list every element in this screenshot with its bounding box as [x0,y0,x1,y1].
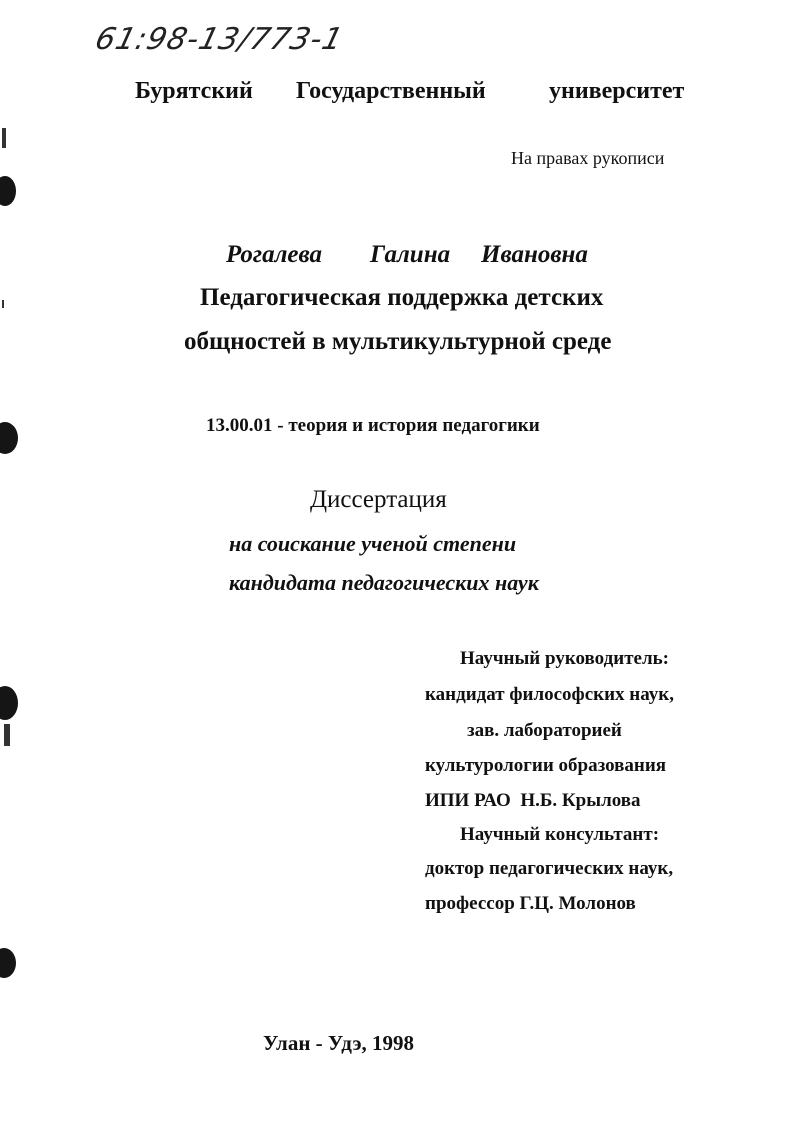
work-type: Диссертация [310,486,447,513]
university-word-2: Государственный [296,78,486,104]
specialty: 13.00.01 - теория и история педагогики [206,415,540,436]
consultant-line-2: доктор педагогических наук, [425,858,674,879]
title-line-2: общностей в мультикультурной среде [184,328,612,355]
archive-code: 61:98-13/773-1 [91,22,348,57]
punch-hole-3 [0,686,18,720]
edge-mark-3 [2,300,4,308]
place-year: Улан - Удэ, 1998 [263,1031,415,1055]
manuscript-note: На правах рукописи [511,148,665,168]
degree-line-2: кандидата педагогических наук [229,570,539,595]
supervisor-line-1: Научный руководитель: [460,648,669,669]
punch-hole-2 [0,422,18,454]
author-surname: Рогалева [226,241,323,268]
author-first-name: Галина [370,241,451,268]
supervisor-line-3: зав. лабораторией [467,720,622,741]
consultant-line-3: профессор Г.Ц. Молонов [425,893,636,914]
punch-hole-1 [0,176,16,206]
consultant-line-1: Научный консультант: [460,824,660,845]
edge-mark-1 [2,128,6,148]
supervisor-line-5: ИПИ РАО Н.Б. Крылова [425,790,641,811]
university-word-3: университет [549,78,685,104]
punch-hole-4 [0,948,16,978]
edge-mark-2 [4,724,10,746]
supervisor-line-2: кандидат философских наук, [425,684,674,705]
degree-line-1: на соискание ученой степени [229,531,517,556]
author-patronymic: Ивановна [481,241,588,268]
supervisor-line-4: культурологии образования [425,755,667,776]
university-word-1: Бурятский [135,78,253,104]
title-line-1: Педагогическая поддержка детских [200,284,604,311]
